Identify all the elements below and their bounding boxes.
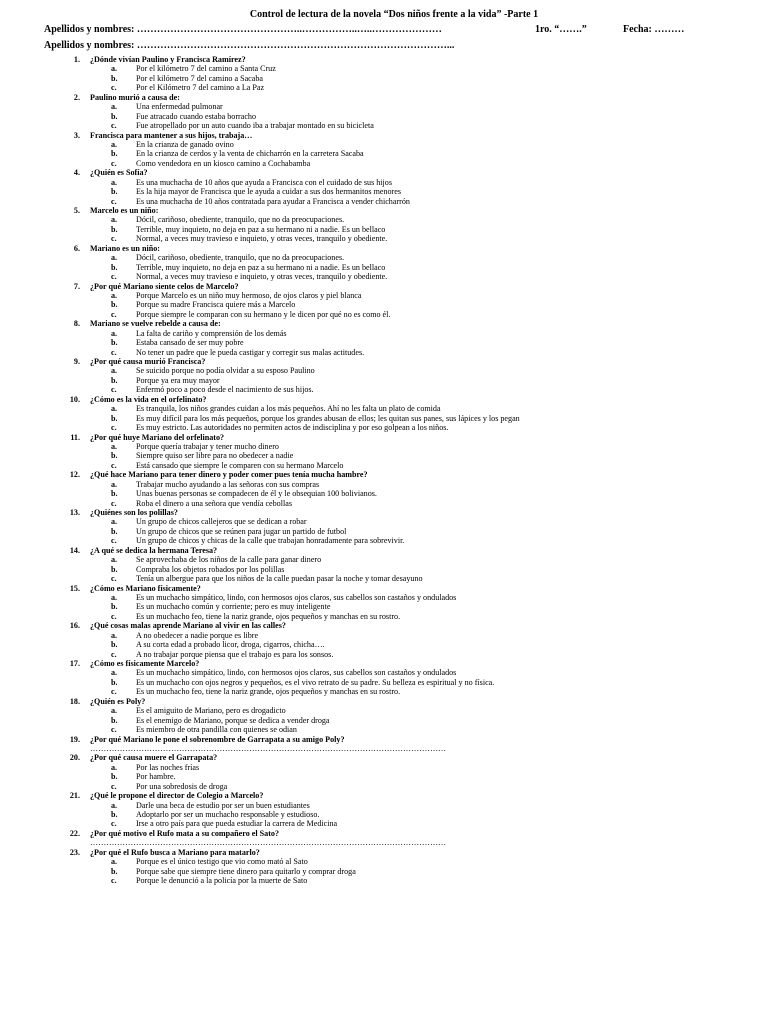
option-letter: b.: [111, 451, 118, 461]
option-letter: c.: [111, 498, 117, 508]
question-row: [0, 829, 768, 838]
answer-option[interactable]: [0, 64, 768, 73]
option-text: Es una muchacha de 10 años que ayuda a Francisca con el cuidado de sus hijos: [136, 177, 392, 187]
option-text: Porque Marcelo es un niño muy hermoso, de ojos claros y piel blanca: [136, 290, 362, 300]
question-text: ¿Por qué el Rufo busca a Mariano para matarlo?: [90, 847, 260, 857]
question-row: [0, 584, 768, 593]
option-letter: b.: [111, 149, 118, 159]
option-letter: c.: [111, 687, 117, 697]
option-letter: b.: [111, 715, 118, 725]
answer-option[interactable]: [0, 725, 768, 734]
answer-option[interactable]: [0, 536, 768, 545]
question-text: ¿Quiénes son los polillas?: [90, 508, 178, 517]
question-item: [0, 470, 768, 508]
answer-option[interactable]: [0, 772, 768, 781]
answer-option[interactable]: [0, 527, 768, 536]
question-number: 23.: [69, 847, 80, 857]
answer-option[interactable]: [0, 149, 768, 158]
option-letter: a.: [111, 404, 118, 414]
option-text: La falta de cariño y comprensión de los demás: [136, 328, 287, 338]
option-letter: c.: [111, 196, 117, 206]
question-text: ¿Por qué causa muere el Garrapata?: [90, 753, 218, 763]
answer-option[interactable]: [0, 140, 768, 149]
name-field-1: Apellidos y nombres: …………………………………………..……………..…..…………………: [44, 24, 442, 35]
answer-option[interactable]: [0, 414, 768, 423]
option-letter: b.: [111, 602, 118, 612]
question-number: 14.: [69, 545, 80, 555]
question-row: [0, 168, 768, 177]
option-text: Porque le denunció a la policía por la muerte de Sato: [136, 876, 308, 886]
question-item: [0, 244, 768, 282]
option-letter: c.: [111, 347, 117, 357]
answer-option[interactable]: [0, 602, 768, 611]
option-letter: c.: [111, 536, 117, 546]
option-text: A su corta edad a probado licor, droga, cigarros, chicha….: [136, 640, 325, 650]
option-letter: b.: [111, 564, 118, 574]
option-letter: a.: [111, 800, 118, 810]
answer-option[interactable]: [0, 178, 768, 187]
answer-option[interactable]: [0, 112, 768, 121]
question-number: 11.: [70, 432, 80, 442]
option-text: Está cansado que siempre le comparen con su hermano Marcelo: [136, 460, 344, 470]
answer-option[interactable]: [0, 678, 768, 687]
option-text: Adoptarlo por ser un muchacho responsable y estudioso.: [136, 810, 320, 819]
answer-option[interactable]: [0, 74, 768, 83]
option-letter: c.: [111, 83, 117, 93]
option-text: No tener un padre que le pueda castigar y corregir sus malas actitudes.: [136, 347, 365, 357]
question-item: [0, 319, 768, 357]
question-number: 8.: [73, 319, 80, 329]
question-row: [0, 621, 768, 630]
question-row: [0, 848, 768, 857]
answer-option[interactable]: [0, 819, 768, 828]
option-text: Es un muchacho simpático, lindo, con hermosos ojos claros, sus cabellos son castaños y ondulados: [136, 668, 457, 678]
option-text: Porque su madre Francisca quiere más a Marcelo: [136, 300, 296, 310]
question-row: [0, 357, 768, 366]
option-text: Enfermó poco a poco desde el nacimiento de sus hijos.: [136, 385, 314, 395]
option-text: Normal, a veces muy travieso e inquieto, y otras veces, tranquilo y obediente.: [136, 234, 388, 244]
question-number: 3.: [73, 130, 80, 140]
answer-option[interactable]: [0, 640, 768, 649]
question-row: [0, 55, 768, 64]
option-letter: b.: [111, 187, 118, 197]
option-letter: a.: [111, 479, 118, 489]
option-text: Trabajar mucho ayudando a las señoras con sus compras: [136, 479, 320, 489]
option-letter: b.: [111, 772, 118, 782]
option-letter: c.: [111, 611, 117, 621]
question-text: ¿Por qué causa murió Francisca?: [90, 357, 206, 366]
option-letter: a.: [111, 517, 118, 527]
option-letter: c.: [111, 121, 117, 131]
answer-option[interactable]: [0, 234, 768, 243]
answer-option[interactable]: [0, 801, 768, 810]
answer-option[interactable]: [0, 489, 768, 498]
option-text: Por hambre.: [136, 772, 176, 782]
question-row: [0, 697, 768, 706]
answer-option[interactable]: [0, 631, 768, 640]
question-number: 6.: [73, 243, 80, 253]
question-text: Francisca para mantener a sus hijos, trabaja…: [90, 130, 253, 140]
option-letter: c.: [111, 574, 117, 584]
option-text: Fue atropellado por un auto cuando iba a trabajar montado en su bicicleta: [136, 121, 374, 131]
question-item: [0, 168, 768, 206]
question-row: [0, 470, 768, 479]
option-text: Roba el dinero a una señora que vendía cebollas: [136, 498, 292, 508]
course-field: 1ro. “…….”: [535, 24, 587, 35]
answer-dots: ……………………………………………………………………………………………………………………: [90, 838, 447, 848]
question-item: [0, 659, 768, 697]
option-text: Por el Kilómetro 7 del camino a La Paz: [136, 83, 265, 93]
option-letter: c.: [111, 781, 117, 791]
option-letter: a.: [111, 555, 118, 565]
answer-option[interactable]: [0, 215, 768, 224]
option-text: Terrible, muy inquieto, no deja en paz a su hermano ni a nadie. Es un bellaco: [136, 262, 386, 272]
answer-option[interactable]: [0, 517, 768, 526]
question-item: [0, 791, 768, 829]
question-item: [0, 55, 768, 93]
answer-option[interactable]: [0, 404, 768, 413]
question-number: 4.: [73, 168, 80, 178]
question-number: 19.: [69, 734, 80, 744]
option-text: Se aprovechaba de los niños de la calle para ganar dinero: [136, 555, 322, 565]
question-text: ¿A qué se dedica la hermana Teresa?: [90, 545, 218, 555]
option-text: Como vendedora en un kiosco camino a Cochabamba: [136, 158, 311, 168]
option-letter: a.: [111, 668, 118, 678]
option-text: Porque sabe que siempre tiene dinero para quitarlo y comprar droga: [136, 866, 356, 876]
question-item: [0, 546, 768, 584]
question-item: [0, 131, 768, 169]
option-letter: b.: [111, 375, 118, 385]
option-text: Es un muchacho feo, tiene la nariz grande, ojos pequeños y manchas en su rostro.: [136, 611, 401, 621]
answer-option[interactable]: [0, 687, 768, 696]
answer-option[interactable]: [0, 451, 768, 460]
option-letter: a.: [111, 762, 118, 772]
option-letter: a.: [111, 102, 118, 112]
question-number: 2.: [73, 92, 80, 102]
question-text: Mariano se vuelve rebelde a causa de:: [90, 319, 221, 329]
option-letter: b.: [111, 413, 118, 423]
name-field-2: Apellidos y nombres: …………………………………………………………………………………...: [44, 40, 455, 51]
option-letter: a.: [111, 64, 118, 74]
question-item: [0, 357, 768, 395]
option-letter: b.: [111, 262, 118, 272]
option-letter: c.: [111, 649, 117, 659]
question-text: Marcelo es un niño:: [90, 206, 159, 215]
option-text: En la crianza de ganado ovino: [136, 139, 234, 149]
question-text: ¿Qué le propone el director de Colegio a Marcelo?: [90, 791, 264, 801]
option-letter: a.: [111, 630, 118, 640]
answer-option[interactable]: [0, 706, 768, 715]
option-letter: a.: [111, 366, 118, 376]
answer-option[interactable]: [0, 716, 768, 725]
answer-option[interactable]: [0, 763, 768, 772]
answer-option[interactable]: [0, 263, 768, 272]
option-text: Fue atracado cuando estaba borracho: [136, 111, 256, 121]
option-text: Es la hija mayor de Francisca que le ayuda a cuidar a sus dos hermanitos menores: [136, 187, 401, 197]
answer-option[interactable]: [0, 338, 768, 347]
answer-option[interactable]: [0, 83, 768, 92]
question-list: [0, 55, 768, 886]
question-number: 20.: [69, 753, 80, 763]
answer-option[interactable]: [0, 668, 768, 677]
answer-option[interactable]: [0, 555, 768, 564]
option-text: Dócil, cariñoso, obediente, tranquilo, que no da preocupaciones.: [136, 253, 345, 263]
option-text: Siempre quiso ser libre para no obedecer a nadie: [136, 451, 294, 461]
option-letter: a.: [111, 253, 118, 263]
answer-option[interactable]: [0, 876, 768, 885]
option-text: Es el enemigo de Mariano, porque se dedica a vender droga: [136, 715, 330, 725]
question-number: 7.: [73, 281, 80, 291]
question-number: 18.: [69, 696, 80, 706]
question-row: [0, 753, 768, 762]
option-letter: c.: [111, 460, 117, 470]
option-text: Es un muchacho simpático, lindo, con hermosos ojos claros, sus cabellos son castaños y ondulados: [136, 592, 457, 602]
option-letter: b.: [111, 73, 118, 83]
question-item: [0, 697, 768, 735]
option-letter: c.: [111, 272, 117, 282]
question-row: [0, 319, 768, 328]
question-number: 13.: [69, 508, 80, 517]
question-number: 1.: [73, 55, 80, 64]
option-text: Un grupo de chicos y chicas de la calle que trabajan honradamente para sobrevivir.: [136, 536, 405, 546]
answer-option[interactable]: [0, 329, 768, 338]
option-letter: c.: [111, 234, 117, 244]
option-text: Unas buenas personas se compadecen de él y le obsequian 100 bolivianos.: [136, 489, 377, 499]
option-letter: a.: [111, 290, 118, 300]
answer-line[interactable]: [0, 744, 768, 753]
option-letter: b.: [111, 300, 118, 310]
option-letter: a.: [111, 215, 118, 225]
question-item: [0, 829, 768, 848]
answer-option[interactable]: [0, 376, 768, 385]
option-text: Es miembro de otra pandilla con quienes se odian: [136, 725, 297, 735]
answer-option[interactable]: [0, 348, 768, 357]
answer-option[interactable]: [0, 461, 768, 470]
option-text: Darle una beca de estudio por ser un buen estudiantes: [136, 800, 310, 810]
answer-option[interactable]: [0, 159, 768, 168]
option-letter: a.: [111, 441, 118, 451]
option-text: A no obedecer a nadie porque es libre: [136, 630, 259, 640]
question-text: ¿Cómo es Mariano físicamente?: [90, 583, 201, 593]
option-text: A no trabajar porque piensa que el trabajo es para los sonsos.: [136, 649, 334, 659]
answer-option[interactable]: [0, 565, 768, 574]
answer-option[interactable]: [0, 121, 768, 130]
option-text: Por una sobredosis de droga: [136, 781, 228, 791]
question-text: Paulino murió a causa de:: [90, 92, 180, 102]
option-text: Es un muchacho feo, tiene la nariz grande, ojos pequeños y manchas en su rostro.: [136, 687, 401, 697]
option-text: Es un muchacho común y corriente; pero es muy inteligente: [136, 602, 331, 612]
answer-option[interactable]: [0, 366, 768, 375]
option-letter: b.: [111, 526, 118, 536]
option-text: Compraba los objetos robados por los polillas: [136, 564, 285, 574]
answer-option[interactable]: [0, 810, 768, 819]
option-letter: b.: [111, 111, 118, 121]
answer-option[interactable]: [0, 385, 768, 394]
answer-option[interactable]: [0, 253, 768, 262]
answer-option[interactable]: [0, 102, 768, 111]
question-number: 10.: [69, 394, 80, 404]
answer-option[interactable]: [0, 857, 768, 866]
option-text: Se suicido porque no podía olvidar a su esposo Paulino: [136, 366, 315, 376]
option-text: Una enfermedad pulmonar: [136, 102, 223, 112]
answer-option[interactable]: [0, 187, 768, 196]
question-row: [0, 206, 768, 215]
question-row: [0, 508, 768, 517]
option-text: Normal, a veces muy travieso e inquieto, y otras veces, tranquilo y obediente.: [136, 272, 388, 282]
question-item: [0, 206, 768, 244]
question-text: ¿Por qué motivo el Rufo mata a su compañero el Sato?: [90, 828, 279, 838]
answer-option[interactable]: [0, 499, 768, 508]
question-text: ¿Por qué huye Mariano del orfelinato?: [90, 432, 225, 442]
question-item: [0, 584, 768, 622]
question-item: [0, 395, 768, 433]
question-number: 17.: [69, 659, 80, 668]
question-row: [0, 131, 768, 140]
answer-option[interactable]: [0, 291, 768, 300]
option-text: Porque siempre le comparan con su hermano y le dicen por qué no es como él.: [136, 309, 391, 319]
question-row: [0, 282, 768, 291]
question-text: Mariano es un niño:: [90, 243, 160, 253]
option-letter: b.: [111, 810, 118, 819]
option-text: Por el kilómetro 7 del camino a Sacaba: [136, 73, 263, 83]
option-letter: b.: [111, 640, 118, 650]
answer-option[interactable]: [0, 612, 768, 621]
option-letter: c.: [111, 725, 117, 735]
question-text: ¿Quién es Sofía?: [90, 168, 148, 178]
question-number: 15.: [69, 583, 80, 593]
answer-option[interactable]: [0, 574, 768, 583]
answer-dots: ……………………………………………………………………………………………………………………: [90, 743, 447, 753]
option-text: Irse a otro país para que pueda estudiar la carrera de Medicina: [136, 819, 338, 829]
question-text: ¿Por qué Mariano le pone el sobrenombre de Garrapata a su amigo Poly?: [90, 734, 345, 744]
answer-option[interactable]: [0, 593, 768, 602]
answer-option[interactable]: [0, 650, 768, 659]
question-number: 16.: [69, 621, 80, 631]
question-item: [0, 433, 768, 471]
question-row: [0, 244, 768, 253]
answer-option[interactable]: [0, 310, 768, 319]
option-letter: c.: [111, 385, 117, 395]
question-text: ¿Cómo es la vida en el orfelinato?: [90, 394, 207, 404]
option-text: Dócil, cariñoso, obediente, tranquilo, que no da preocupaciones.: [136, 215, 345, 225]
question-item: [0, 93, 768, 131]
question-row: [0, 395, 768, 404]
question-text: ¿Dónde vivían Paulino y Francisca Ramírez?: [90, 55, 246, 64]
option-letter: a.: [111, 592, 118, 602]
option-letter: c.: [111, 423, 117, 433]
document-title: Control de lectura de la novela “Dos niños frente a la vida” -Parte 1: [249, 9, 539, 20]
option-text: Porque quería trabajar y tener mucho dinero: [136, 441, 279, 451]
question-number: 5.: [73, 206, 80, 215]
question-text: ¿Cómo es físicamente Marcelo?: [90, 659, 200, 668]
question-item: [0, 848, 768, 886]
option-text: Por las noches frías: [136, 762, 200, 772]
question-text: ¿Qué cosas malas aprende Mariano al vivir en las calles?: [90, 621, 286, 631]
option-letter: a.: [111, 328, 118, 338]
question-row: [0, 546, 768, 555]
option-letter: c.: [111, 158, 117, 168]
question-number: 9.: [73, 357, 80, 366]
option-text: En la crianza de cerdos y la venta de chicharrón en la carretera Sacaba: [136, 149, 364, 159]
answer-option[interactable]: [0, 480, 768, 489]
option-text: Es una muchacha de 10 años contratada para ayudar a Francisca a vender chicharrón: [136, 196, 410, 206]
answer-option[interactable]: [0, 442, 768, 451]
answer-option[interactable]: [0, 225, 768, 234]
option-text: Por el kilómetro 7 del camino a Santa Cruz: [136, 64, 276, 74]
option-text: Un grupo de chicos que se reúnen para jugar un partido de futbol: [136, 526, 347, 536]
answer-line[interactable]: [0, 838, 768, 847]
question-item: [0, 735, 768, 754]
option-letter: b.: [111, 866, 118, 876]
option-text: Un grupo de chicos callejeros que se dedican a robar: [136, 517, 307, 527]
option-letter: a.: [111, 857, 118, 867]
answer-option[interactable]: [0, 782, 768, 791]
question-number: 22.: [69, 828, 80, 838]
option-text: Es muy difícil para los más pequeños, porque los grandes abusan de ellos; les quitan sus panes, sus lápices y los pegan: [136, 413, 520, 423]
option-text: Porque ya era muy mayor: [136, 375, 220, 385]
question-item: [0, 282, 768, 320]
option-letter: a.: [111, 706, 118, 716]
option-text: Es un muchacho con ojos negros y pequeños, es el vivo retrato de su padre. Su belleza es espiritual y no física.: [136, 677, 495, 687]
option-text: Tenía un albergue para que los niños de la calle puedan pasar la noche y tomar desayuno: [136, 574, 423, 584]
option-text: Terrible, muy inquieto, no deja en paz a su hermano ni a nadie. Es un bellaco: [136, 224, 386, 234]
question-number: 12.: [69, 470, 80, 480]
answer-option[interactable]: [0, 197, 768, 206]
question-number: 21.: [69, 791, 80, 801]
option-text: Porque es el único testigo que vio como mató al Sato: [136, 857, 308, 867]
answer-option[interactable]: [0, 423, 768, 432]
option-letter: b.: [111, 489, 118, 499]
date-field: Fecha: ………: [623, 24, 685, 35]
answer-option[interactable]: [0, 300, 768, 309]
question-row: [0, 93, 768, 102]
question-item: [0, 753, 768, 791]
option-letter: b.: [111, 677, 118, 687]
option-letter: b.: [111, 338, 118, 348]
option-text: Es muy estricto. Las autoridades no permiten actos de indisciplina y por eso golpean a los niños.: [136, 423, 449, 433]
question-row: [0, 791, 768, 800]
option-text: Es tranquila, los niños grandes cuidan a los más pequeños. Ahí no les falta un plato de comida: [136, 404, 441, 414]
option-letter: b.: [111, 224, 118, 234]
question-text: ¿Quién es Poly?: [90, 696, 146, 706]
question-item: [0, 621, 768, 659]
question-item: [0, 508, 768, 546]
option-letter: a.: [111, 139, 118, 149]
option-letter: c.: [111, 819, 117, 829]
option-text: Estaba cansado de ser muy pobre: [136, 338, 244, 348]
answer-option[interactable]: [0, 867, 768, 876]
question-text: ¿Por qué Mariano siente celos de Marcelo?: [90, 281, 239, 291]
option-letter: a.: [111, 177, 118, 187]
option-letter: c.: [111, 309, 117, 319]
option-text: Es el amiguito de Mariano, pero es drogadicto: [136, 706, 286, 716]
question-row: [0, 735, 768, 744]
option-letter: c.: [111, 876, 117, 886]
answer-option[interactable]: [0, 272, 768, 281]
question-row: [0, 659, 768, 668]
question-row: [0, 433, 768, 442]
question-text: ¿Qué hace Mariano para tener dinero y poder comer pues tenía mucha hambre?: [90, 470, 368, 480]
